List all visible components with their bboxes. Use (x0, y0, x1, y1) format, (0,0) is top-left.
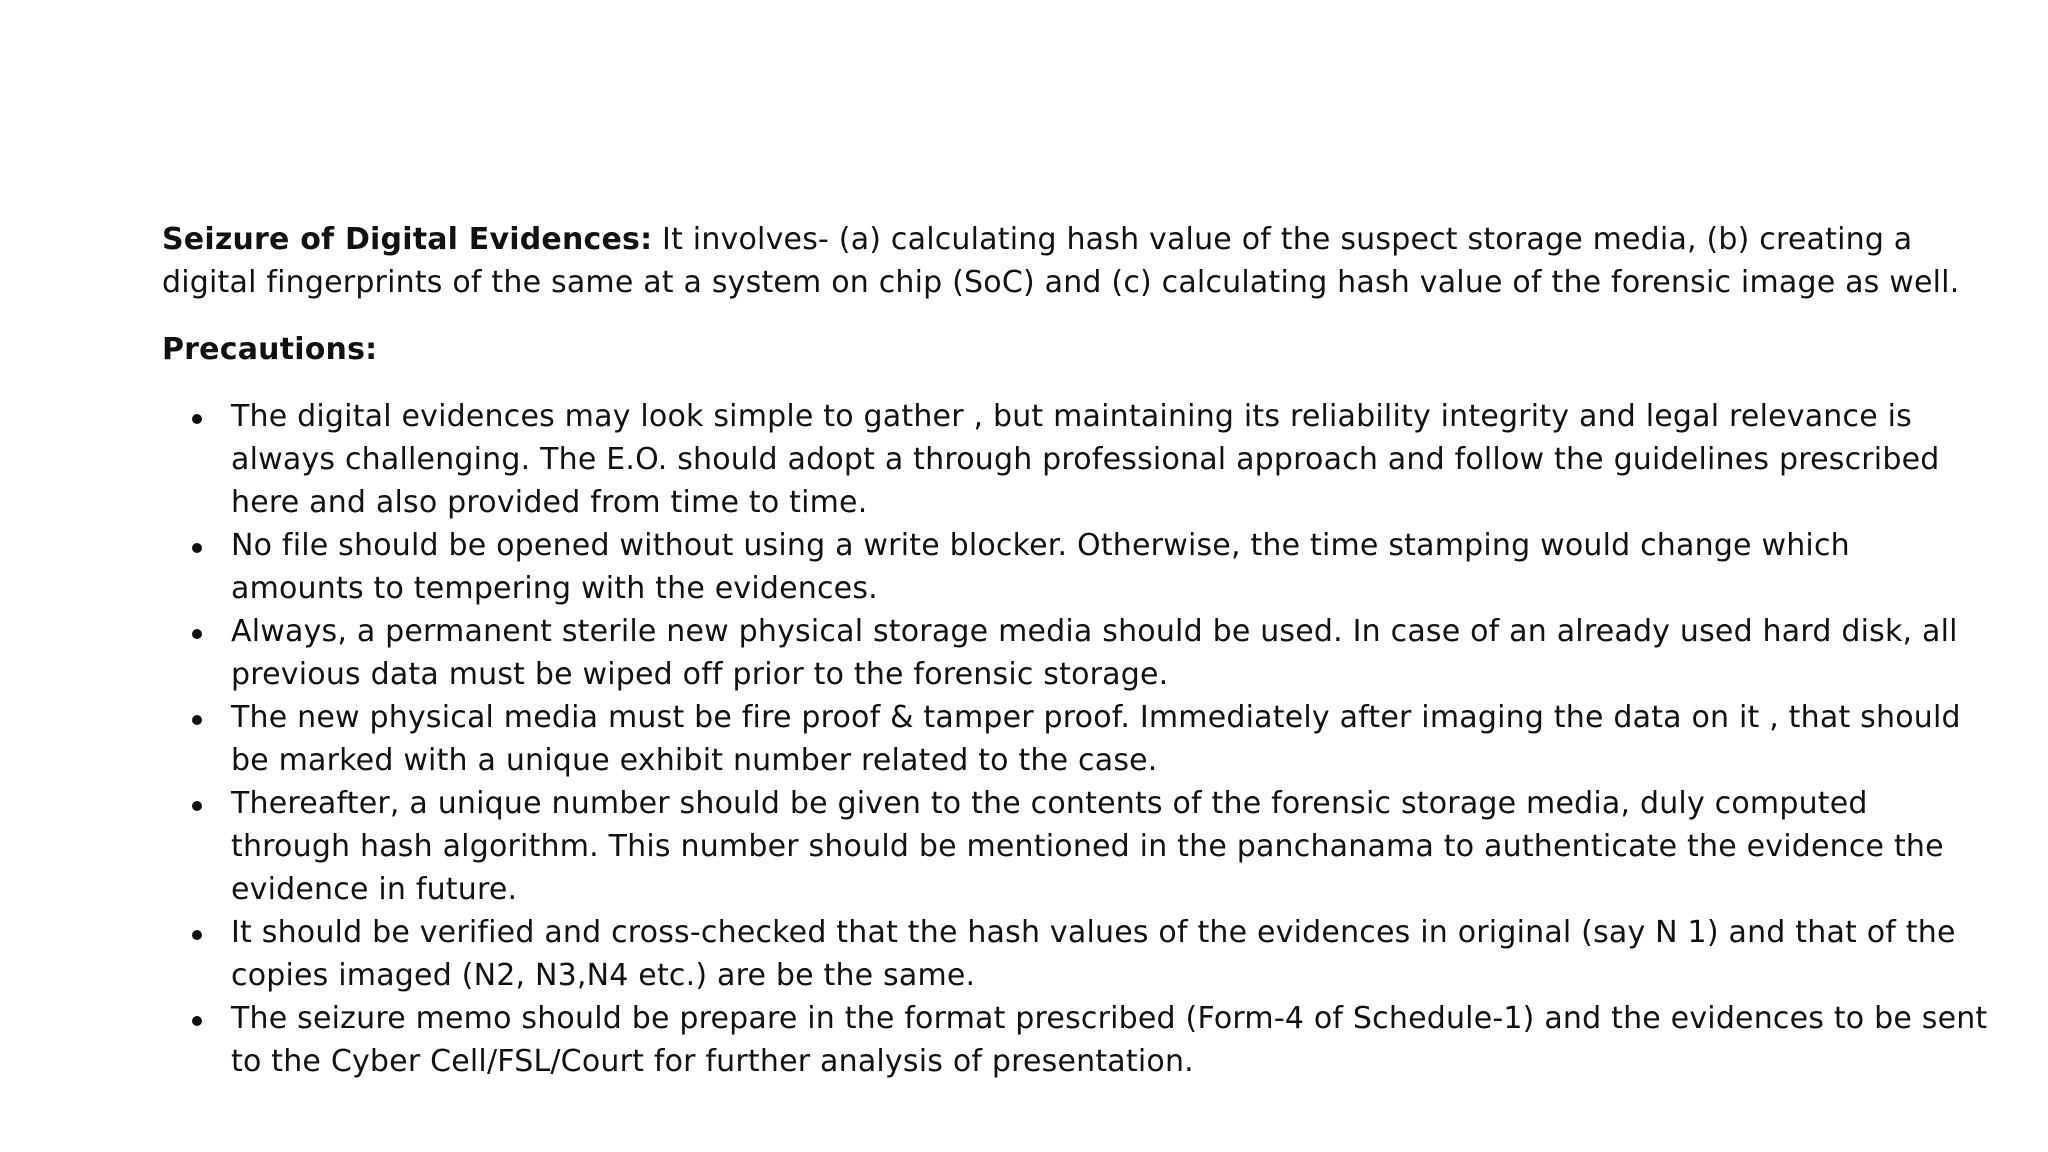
bullet-icon (192, 715, 202, 725)
list-item (231, 395, 1991, 524)
bullet-icon (192, 414, 202, 424)
list-item (231, 911, 1991, 997)
list-item-text: Thereafter, a unique number should be given to the contents of the forensic storage media, duly computed through hash algorithm. This number should be mentioned in the panchanama to authenticate the evidence the evidence in future. (231, 786, 1944, 907)
list-item (231, 524, 1991, 610)
list-item-text: Always, a permanent sterile new physical storage media should be used. In case of an already used hard disk, all previous data must be wiped off prior to the forensic storage. (231, 614, 1958, 692)
document-body (162, 218, 1988, 1083)
bullet-icon (192, 930, 202, 940)
intro-heading: Seizure of Digital Evidences: (162, 222, 653, 257)
precautions-title: Precautions: (162, 332, 378, 367)
list-item-text: The digital evidences may look simple to gather , but maintaining its reliability integrity and legal relevance is always challenging. The E.O. should adopt a through professional approach and follow the guidelines prescribed here and also provided from time to time. (231, 399, 1940, 520)
bullet-icon (192, 629, 202, 639)
bullet-icon (192, 1016, 202, 1026)
bullet-icon (192, 543, 202, 553)
list-item (231, 696, 1991, 782)
list-item-text: The new physical media must be fire proof & tamper proof. Immediately after imaging the data on it , that should be marked with a unique exhibit number related to the case. (231, 700, 1961, 778)
list-item (231, 610, 1991, 696)
list-item-text: The seizure memo should be prepare in the format prescribed (Form-4 of Schedule-1) and the evidences to be sent to the Cyber Cell/FSL/Court for further analysis of presentation. (231, 1001, 1988, 1079)
intro-text: It involves- (a) calculating hash value of the suspect storage media, (b) creating a digital fingerprints of the same at a system on chip (SoC) and (c) calculating hash value of the forensic image as well. (162, 222, 1960, 300)
list-item (231, 782, 1991, 911)
list-item-text: It should be verified and cross-checked that the hash values of the evidences in original (say N 1) and that of the copies imaged (N2, N3,N4 etc.) are be the same. (231, 915, 1956, 993)
intro-paragraph (162, 218, 1962, 304)
precautions-list (162, 395, 1988, 1083)
list-item (231, 997, 1991, 1083)
bullet-icon (192, 801, 202, 811)
list-item-text: No file should be opened without using a write blocker. Otherwise, the time stamping would change which amounts to tempering with the evidences. (231, 528, 1850, 606)
